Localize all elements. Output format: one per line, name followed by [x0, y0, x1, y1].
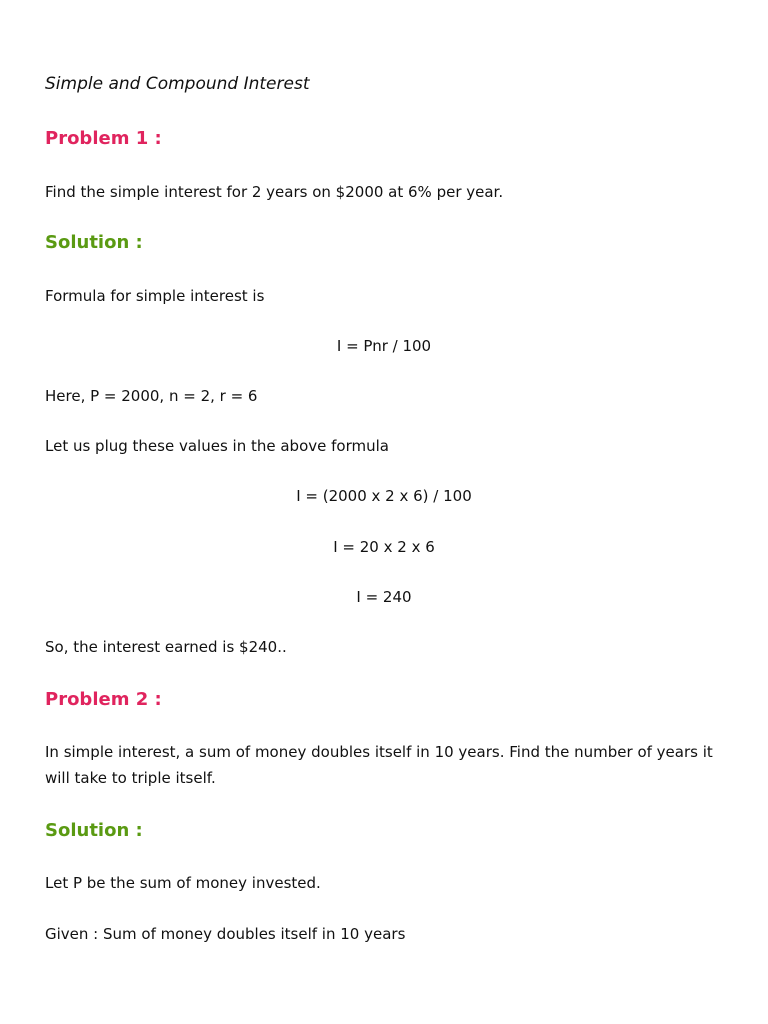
- step-3-line: I = 240: [356, 588, 412, 606]
- step-1-line: I = (2000 x 2 x 6) / 100: [296, 487, 472, 505]
- solution-2-line-2: Given : Sum of money doubles itself in 10 years: [45, 925, 406, 943]
- problem-1-heading: Problem 1 :: [45, 128, 162, 149]
- problem-2-heading: Problem 2 :: [45, 689, 162, 710]
- problem-2-statement: In simple interest, a sum of money doubles itself in 10 years. Find the number of years it will take to triple itself.: [45, 743, 713, 787]
- solution-1-heading: Solution :: [45, 232, 143, 253]
- formula-intro: Formula for simple interest is: [45, 287, 265, 305]
- plug-intro: Let us plug these values in the above formula: [45, 437, 389, 455]
- solution-2-heading: Solution :: [45, 820, 143, 841]
- conclusion-line: So, the interest earned is $240..: [45, 638, 287, 656]
- values-line: Here, P = 2000, n = 2, r = 6: [45, 387, 258, 405]
- document-title: Simple and Compound Interest: [45, 74, 310, 94]
- step-2-line: I = 20 x 2 x 6: [333, 538, 435, 556]
- problem-1-statement: Find the simple interest for 2 years on $2000 at 6% per year.: [45, 183, 504, 201]
- solution-2-line-1: Let P be the sum of money invested.: [45, 874, 321, 892]
- formula-line: I = Pnr / 100: [336, 337, 432, 355]
